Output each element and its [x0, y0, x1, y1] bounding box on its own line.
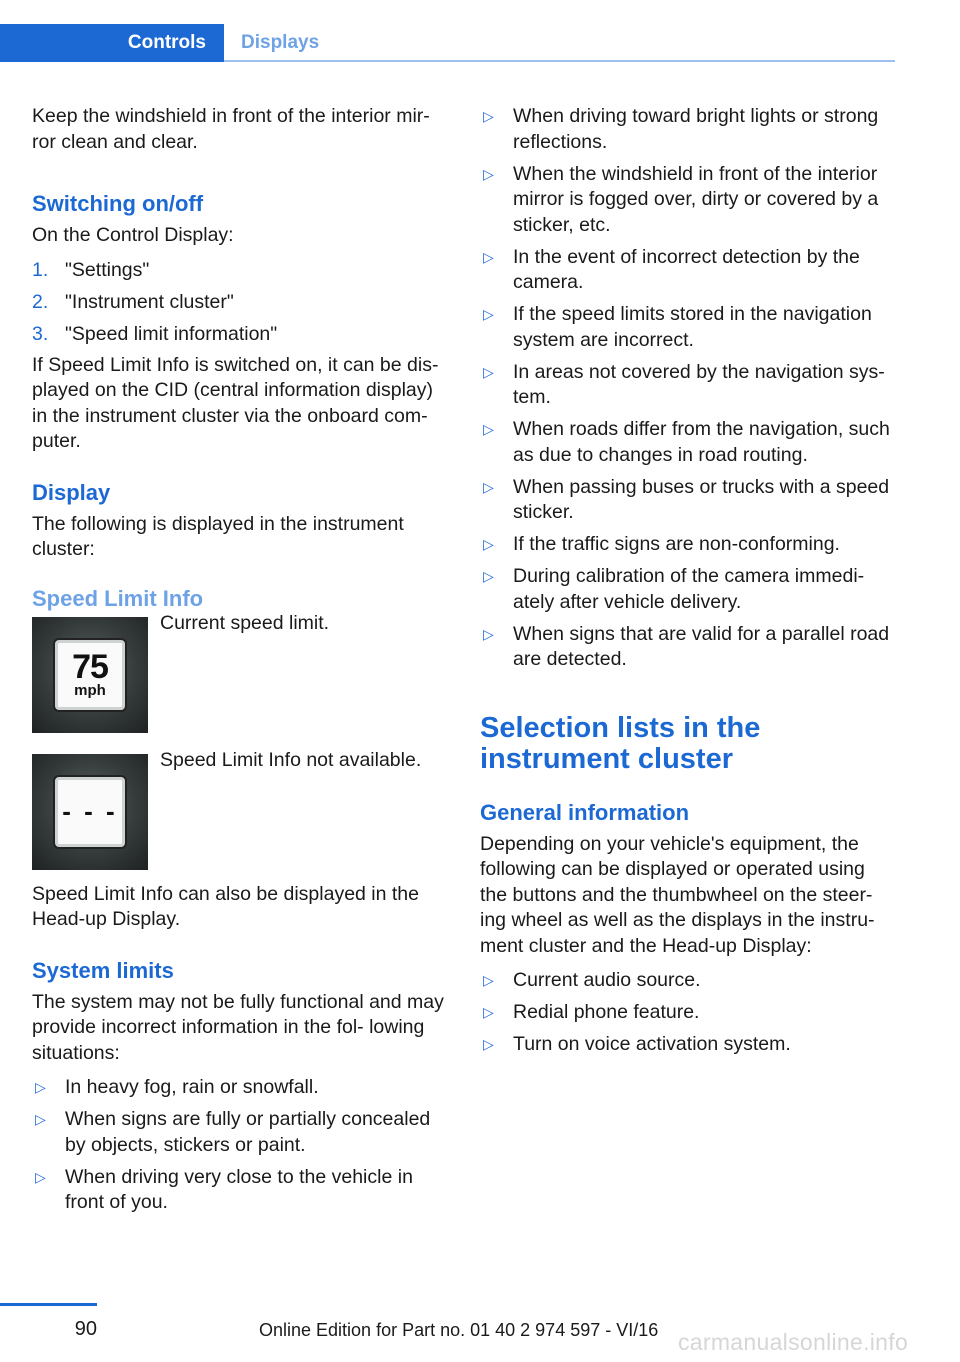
triangle-bullet-icon: ▷ — [483, 536, 494, 552]
list-item — [480, 968, 894, 994]
list-item — [480, 162, 894, 239]
limits-list-right — [480, 104, 894, 673]
list-item-text: When passing buses or trucks with a speed sticker. — [513, 475, 890, 523]
unavailable-sign-image — [32, 754, 148, 870]
triangle-bullet-icon: ▷ — [483, 972, 494, 988]
heading-switching: Switching on/off — [32, 191, 204, 216]
triangle-bullet-icon: ▷ — [483, 108, 494, 124]
heading-general-information: General information — [480, 799, 690, 825]
triangle-bullet-icon: ▷ — [483, 248, 494, 265]
list-item — [480, 622, 894, 673]
list-item — [480, 245, 894, 296]
list-item — [480, 564, 894, 615]
triangle-bullet-icon: ▷ — [483, 306, 494, 322]
list-item — [32, 1107, 448, 1158]
triangle-bullet-icon: ▷ — [483, 165, 494, 182]
list-item — [480, 104, 894, 155]
list-item-text: If the speed limits stored in the navigation system are incorrect. — [513, 303, 872, 351]
tab-underline — [224, 60, 895, 62]
triangle-bullet-icon: ▷ — [35, 1079, 46, 1095]
switching-lead: On the Control Display: — [32, 224, 234, 246]
triangle-bullet-icon: ▷ — [35, 1111, 46, 1127]
edition-text: Online Edition for Part no. 01 40 2 974 597 - VI/16 — [259, 1320, 659, 1340]
list-item-text: Redial phone feature. — [513, 1001, 700, 1023]
list-item — [480, 532, 894, 558]
triangle-bullet-icon: ▷ — [483, 568, 494, 584]
list-item — [480, 302, 894, 353]
step-item — [32, 290, 448, 316]
list-item-text: If the traffic signs are non-conforming. — [513, 533, 840, 555]
step-number: 1. — [32, 258, 49, 281]
list-item-text: When driving toward bright lights or strong reflections. — [513, 105, 879, 153]
sign-row-current — [32, 611, 448, 733]
triangle-bullet-icon: ▷ — [483, 363, 494, 380]
list-item-text: When signs are fully or partially concealed by objects, stickers or paint. — [65, 1108, 431, 1156]
triangle-bullet-icon: ▷ — [483, 478, 494, 495]
sign-caption-unavailable: Speed Limit Info not available. — [160, 748, 422, 771]
step-item — [32, 322, 448, 348]
footer-accent-line — [0, 1303, 97, 1306]
list-item — [480, 1032, 894, 1058]
triangle-bullet-icon: ▷ — [483, 421, 494, 437]
watermark-text: carmanualsonline.info — [678, 1329, 909, 1355]
list-item-text: During calibration of the camera immedi‐ ately after vehicle delivery. — [513, 565, 865, 613]
list-item-text: Current audio source. — [513, 969, 701, 991]
tab-controls[interactable]: Controls — [0, 24, 224, 62]
triangle-bullet-icon: ▷ — [483, 1036, 494, 1052]
step-number: 3. — [32, 322, 49, 345]
switching-steps — [32, 258, 448, 348]
switching-after: If Speed Limit Info is switched on, it can be dis‐ played on the CID (central information display) in the instrument cluster via the onboard com‐ puter. — [32, 353, 439, 452]
step-text: "Speed limit information" — [65, 322, 278, 345]
list-item-text: When signs that are valid for a parallel road are detected. — [513, 622, 890, 670]
step-text: "Instrument cluster" — [65, 290, 234, 313]
selection-list — [480, 968, 894, 1058]
list-item-text: Turn on voice activation system. — [513, 1033, 791, 1055]
triangle-bullet-icon: ▷ — [483, 1004, 494, 1020]
tab-displays[interactable]: Displays — [241, 32, 320, 53]
list-item-text: In areas not covered by the navigation sys‐ tem. — [513, 360, 885, 408]
left-column — [32, 104, 448, 1222]
list-item — [480, 1000, 894, 1026]
speed-limit-sign-face — [55, 640, 125, 710]
sign-speed-number: 75 — [72, 647, 108, 686]
step-item — [32, 258, 448, 284]
list-item — [480, 417, 894, 468]
triangle-bullet-icon: ▷ — [35, 1168, 46, 1185]
speed-limit-sign-image — [32, 617, 148, 733]
list-item-text: When the windshield in front of the interior mirror is fogged over, dirty or covered by a sticker, etc. — [513, 162, 879, 236]
list-item-text: In heavy fog, rain or snowfall. — [65, 1076, 319, 1098]
sign-dashes: - - - — [62, 795, 118, 826]
list-item-text: When roads differ from the navigation, such as due to changes in road routing. — [513, 418, 890, 466]
sign-speed-unit: mph — [74, 681, 106, 699]
sign-row-unavailable — [32, 748, 448, 870]
step-number: 2. — [32, 290, 49, 313]
unavailable-sign-face — [55, 777, 125, 847]
heading-speed-limit-info: Speed Limit Info — [32, 585, 204, 611]
list-item — [480, 360, 894, 411]
list-item — [480, 475, 894, 526]
intro-paragraph: Keep the windshield in front of the interior mir‐ ror clean and clear. — [32, 105, 430, 153]
limits-list-left — [32, 1075, 448, 1216]
display-lead: The following is displayed in the instrument cluster: — [32, 512, 404, 560]
selection-lead: Depending on your vehicle's equipment, the following can be displayed or operated using the buttons and the thumbwheel on the steer‐ ing wheel as well as the displays in the instru‐ ment cluster and the Head-up Display: — [480, 832, 875, 957]
limits-lead: The system may not be fully functional and may provide incorrect information in the fol‐ lowing situations: — [32, 990, 444, 1064]
list-item-text: In the event of incorrect detection by the camera. — [513, 245, 860, 293]
sign-caption-current: Current speed limit. — [160, 611, 330, 634]
heading-system-limits: System limits — [32, 957, 174, 983]
right-column — [480, 104, 894, 1064]
heading-display: Display — [32, 479, 111, 505]
list-item — [32, 1165, 448, 1216]
heading-selection-lists: Selection lists in the instrument cluster — [480, 711, 761, 775]
list-item — [32, 1075, 448, 1101]
page-number: 90 — [74, 1318, 97, 1340]
triangle-bullet-icon: ▷ — [483, 625, 494, 642]
step-text: "Settings" — [65, 258, 150, 281]
hud-note: Speed Limit Info can also be displayed in the Head-up Display. — [32, 882, 420, 930]
list-item-text: When driving very close to the vehicle in front of you. — [65, 1165, 413, 1213]
section-tabs — [0, 24, 895, 62]
